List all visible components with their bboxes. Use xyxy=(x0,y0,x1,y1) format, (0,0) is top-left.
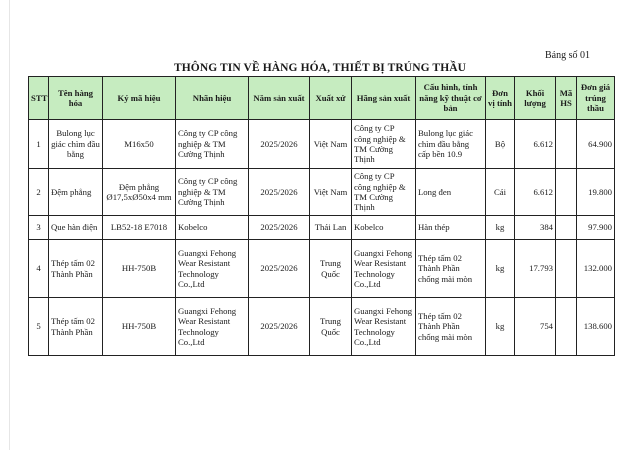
cell-year: 2025/2026 xyxy=(249,240,310,298)
cell-year: 2025/2026 xyxy=(249,216,310,240)
header-unit: Đơn vị tính xyxy=(486,77,515,120)
cell-item-name: Thép tấm 02 Thành Phần xyxy=(49,240,103,298)
table-row xyxy=(29,216,615,240)
form-number: Bảng số 01 xyxy=(545,50,590,61)
cell-quantity: 17.793 xyxy=(515,240,556,298)
cell-model-code: Đệm phẳng Ø17,5xØ50x4 mm xyxy=(103,169,176,216)
cell-unit: kg xyxy=(486,240,515,298)
header-item-name: Tên hàng hóa xyxy=(49,77,103,120)
cell-origin: Việt Nam xyxy=(310,169,352,216)
cell-quantity: 754 xyxy=(515,298,556,356)
table-header-row xyxy=(29,77,615,120)
cell-hs-code xyxy=(556,120,577,169)
table-row xyxy=(29,120,615,169)
cell-stt: 4 xyxy=(29,240,49,298)
cell-specs: Thép tấm 02 Thành Phần chống mài mòn xyxy=(416,240,486,298)
cell-brand: Guangxi Fehong Wear Resistant Technology Co.,Ltd xyxy=(176,298,249,356)
table-row xyxy=(29,298,615,356)
cell-hs-code xyxy=(556,240,577,298)
cell-item-name: Đệm phẳng xyxy=(49,169,103,216)
cell-unit-price: 97.900 xyxy=(577,216,615,240)
cell-unit: kg xyxy=(486,216,515,240)
cell-specs: Thép tấm 02 Thành Phần chống mài mòn xyxy=(416,298,486,356)
header-unit-price: Đơn giá trúng thầu xyxy=(577,77,615,120)
cell-specs: Long đen xyxy=(416,169,486,216)
cell-unit-price: 19.800 xyxy=(577,169,615,216)
cell-stt: 3 xyxy=(29,216,49,240)
cell-quantity: 384 xyxy=(515,216,556,240)
cell-origin: Thái Lan xyxy=(310,216,352,240)
cell-manufacturer: Guangxi Fehong Wear Resistant Technology Co.,Ltd xyxy=(352,298,416,356)
cell-model-code: HH-750B xyxy=(103,240,176,298)
cell-manufacturer: Công ty CP công nghiệp & TM Cường Thịnh xyxy=(352,169,416,216)
header-specs: Cấu hình, tính năng kỹ thuật cơ bản xyxy=(416,77,486,120)
cell-year: 2025/2026 xyxy=(249,298,310,356)
cell-item-name: Que hàn điện xyxy=(49,216,103,240)
cell-brand: Công ty CP công nghiệp & TM Cường Thịnh xyxy=(176,120,249,169)
cell-hs-code xyxy=(556,216,577,240)
cell-specs: Bulong lục giác chìm đầu bằng cấp bền 10.9 xyxy=(416,120,486,169)
cell-unit-price: 138.600 xyxy=(577,298,615,356)
header-origin: Xuất xứ xyxy=(310,77,352,120)
header-brand: Nhãn hiệu xyxy=(176,77,249,120)
cell-stt: 5 xyxy=(29,298,49,356)
cell-origin: Trung Quốc xyxy=(310,298,352,356)
cell-unit-price: 132.000 xyxy=(577,240,615,298)
cell-origin: Việt Nam xyxy=(310,120,352,169)
cell-year: 2025/2026 xyxy=(249,120,310,169)
cell-unit: kg xyxy=(486,298,515,356)
cell-hs-code xyxy=(556,169,577,216)
header-model-code: Ký mã hiệu xyxy=(103,77,176,120)
header-hs-code: Mã HS xyxy=(556,77,577,120)
cell-item-name: Thép tấm 02 Thành Phần xyxy=(49,298,103,356)
cell-stt: 1 xyxy=(29,120,49,169)
cell-unit-price: 64.900 xyxy=(577,120,615,169)
cell-brand: Guangxi Fehong Wear Resistant Technology Co.,Ltd xyxy=(176,240,249,298)
cell-unit: Bộ xyxy=(486,120,515,169)
awarded-goods-table xyxy=(28,76,615,356)
cell-model-code: M16x50 xyxy=(103,120,176,169)
table-row xyxy=(29,240,615,298)
table-row xyxy=(29,169,615,216)
cell-specs: Hàn thép xyxy=(416,216,486,240)
cell-stt: 2 xyxy=(29,169,49,216)
header-stt: STT xyxy=(29,77,49,120)
cell-brand: Kobelco xyxy=(176,216,249,240)
cell-hs-code xyxy=(556,298,577,356)
cell-manufacturer: Kobelco xyxy=(352,216,416,240)
header-quantity: Khối lượng xyxy=(515,77,556,120)
cell-manufacturer: Guangxi Fehong Wear Resistant Technology Co.,Ltd xyxy=(352,240,416,298)
cell-item-name: Bulong lục giác chìm đầu bằng xyxy=(49,120,103,169)
cell-year: 2025/2026 xyxy=(249,169,310,216)
cell-manufacturer: Công ty CP công nghiệp & TM Cường Thịnh xyxy=(352,120,416,169)
cell-model-code: LB52-18 E7018 xyxy=(103,216,176,240)
cell-model-code: HH-750B xyxy=(103,298,176,356)
cell-origin: Trung Quốc xyxy=(310,240,352,298)
cell-quantity: 6.612 xyxy=(515,120,556,169)
cell-brand: Công ty CP công nghiệp & TM Cường Thịnh xyxy=(176,169,249,216)
document-title: THÔNG TIN VỀ HÀNG HÓA, THIẾT BỊ TRÚNG THẦU xyxy=(173,62,467,74)
header-year: Năm sản xuất xyxy=(249,77,310,120)
header-manufacturer: Hãng sản xuất xyxy=(352,77,416,120)
cell-quantity: 6.612 xyxy=(515,169,556,216)
cell-unit: Cái xyxy=(486,169,515,216)
